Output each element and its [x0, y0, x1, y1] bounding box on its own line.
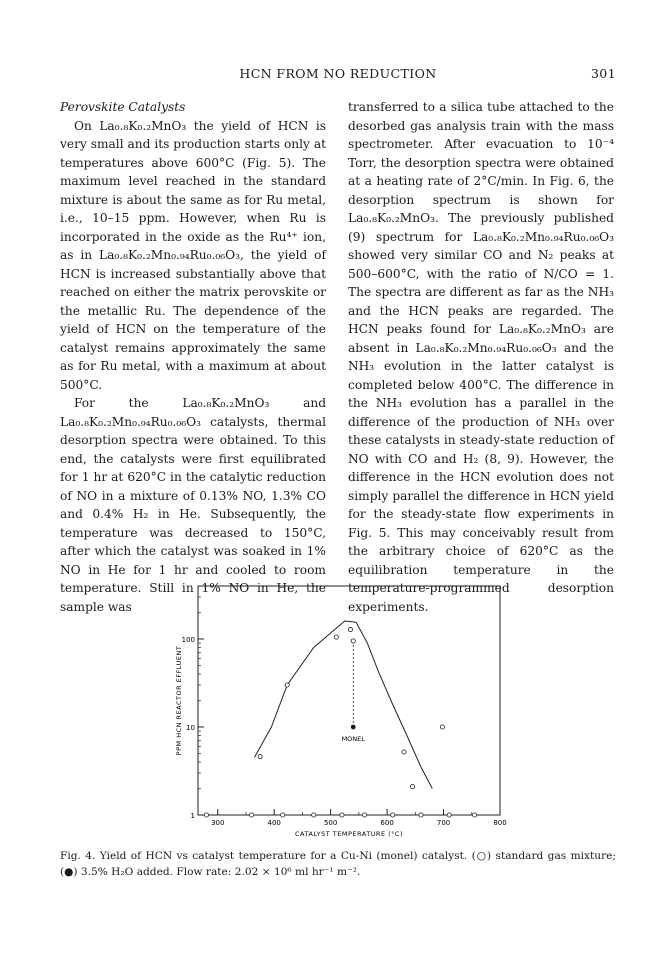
- data-point-filled: [351, 725, 355, 729]
- y-axis-title: PPM HCN REACTOR EFFLUENT: [175, 645, 183, 756]
- data-point-open: [250, 813, 254, 817]
- data-point-open: [402, 750, 406, 754]
- caption-label: Fig. 4.: [60, 850, 96, 862]
- x-tick-label: 500: [323, 819, 338, 827]
- data-point-open: [258, 755, 262, 759]
- x-tick-label: 800: [493, 819, 507, 827]
- data-point-open: [340, 813, 344, 817]
- data-point-open: [312, 813, 316, 817]
- monel-label: MONEL: [341, 734, 365, 743]
- right-paragraph-1: transferred to a silica tube attached to the desorbed gas analysis train with the mass spectrometer. After evacuation to 10⁻⁴ Torr, the desorption spectra were obtained at a heating rate of 2°C/min. In Fig. 6, the desorption spectrum is shown for La₀.₈K₀.₂MnO₃. The previously published (9) spectrum for La₀.₈K₀.₂Mn₀.₉₄Ru₀.₀₆O₃ showed very similar CO and N₂ peaks at 500–600°C, with the ratio of N/CO = 1. The spectra are different as far as the NH₃ and the HCN peaks are regarded. The HCN peaks found for La₀.₈K₀.₂MnO₃ are absent in La₀.₈K₀.₂Mn₀.₉₄Ru₀.₀₆O₃ and the NH₃ evolution in the latter catalyst is completed below 400°C. The difference in the NH₃ evolution has a parallel in the difference of the production of NH₃ over these catalysts in steady-state reduction of NO with CO and H₂ (8, 9). However, the difference in the HCN evolution does not simply parallel the difference in HCN yield for the steady-state flow experiments in Fig. 5. This may conceivably result from the arbitrary choice of 620°C as the equilibration temperature in the temperature-programmed desorption experiments.: [348, 100, 614, 614]
- running-title: HCN FROM NO REDUCTION: [239, 66, 437, 81]
- y-tick-label: 1: [190, 812, 195, 820]
- data-point-open: [348, 627, 352, 631]
- data-point-open: [391, 813, 395, 817]
- data-point-open: [204, 813, 208, 817]
- caption-text: Yield of HCN vs catalyst temperature for a Cu-Ni (monel) catalyst. (○) standard gas mixture; (●) 3.5% H₂O added. Flow rate: 2.02 × 10⁶ ml hr⁻¹ m⁻².: [60, 850, 616, 878]
- data-point-open: [362, 813, 366, 817]
- y-tick-label: 10: [186, 723, 195, 732]
- left-paragraph-2: For the La₀.₈K₀.₂MnO₃ and La₀.₈K₀.₂Mn₀.₉₄Ru₀.₀₆O₃ catalysts, thermal desorption spectra were obtained. To this end, the catalysts were first equilibrated for 1 hr at 620°C in the catalytic reduction of NO in a mixture of 0.13% NO, 1.3% CO and 0.4% H₂ in He. Subsequently, the temperature was decreased to 150°C, after which the catalyst was soaked in 1% NO in He for 1 hr and cooled to room temperature. Still in 1% NO in He, the sample was: [60, 396, 326, 614]
- data-point-open: [472, 813, 476, 817]
- yield-chart: [170, 578, 510, 840]
- data-point-open: [410, 785, 414, 789]
- x-tick-label: 600: [380, 819, 394, 827]
- x-tick-label: 700: [436, 819, 451, 827]
- figure-4: [170, 578, 510, 840]
- left-paragraph-1: On La₀.₈K₀.₂MnO₃ the yield of HCN is very small and its production starts only at temperatures above 600°C (Fig. 5). The maximum level reached in the standard mixture is about the same as for Ru metal, i.e., 10–15 ppm. However, when Ru is incorporated in the oxide as the Ru⁴⁺ ion, as in La₀.₈K₀.₂Mn₀.₉₄Ru₀.₀₆O₃, the yield of HCN is increased substantially above that reached on either the matrix perovskite or the metallic Ru. The dependence of the yield of HCN on the temperature of the catalyst remains approximately the same as for Ru metal, with a maximum at about 500°C.: [60, 118, 326, 392]
- page-number: 301: [590, 66, 616, 81]
- data-point-open: [440, 725, 444, 729]
- data-point-open: [419, 813, 423, 817]
- yield-curve: [254, 621, 432, 789]
- data-point-open: [281, 813, 285, 817]
- data-point-open: [334, 635, 338, 639]
- x-tick-label: 300: [211, 819, 225, 827]
- left-column: [60, 98, 326, 616]
- figure-caption: [60, 848, 616, 880]
- running-header: [60, 66, 616, 84]
- data-point-open: [351, 639, 355, 643]
- right-column: [348, 98, 614, 616]
- section-title: Perovskite Catalysts: [60, 100, 186, 114]
- data-point-open: [447, 813, 451, 817]
- y-tick-label: 100: [181, 635, 195, 644]
- data-point-open: [285, 683, 289, 687]
- x-axis-title: CATALYST TEMPERATURE (°C): [295, 830, 403, 838]
- plot-frame: [198, 586, 500, 815]
- x-tick-label: 400: [267, 819, 281, 827]
